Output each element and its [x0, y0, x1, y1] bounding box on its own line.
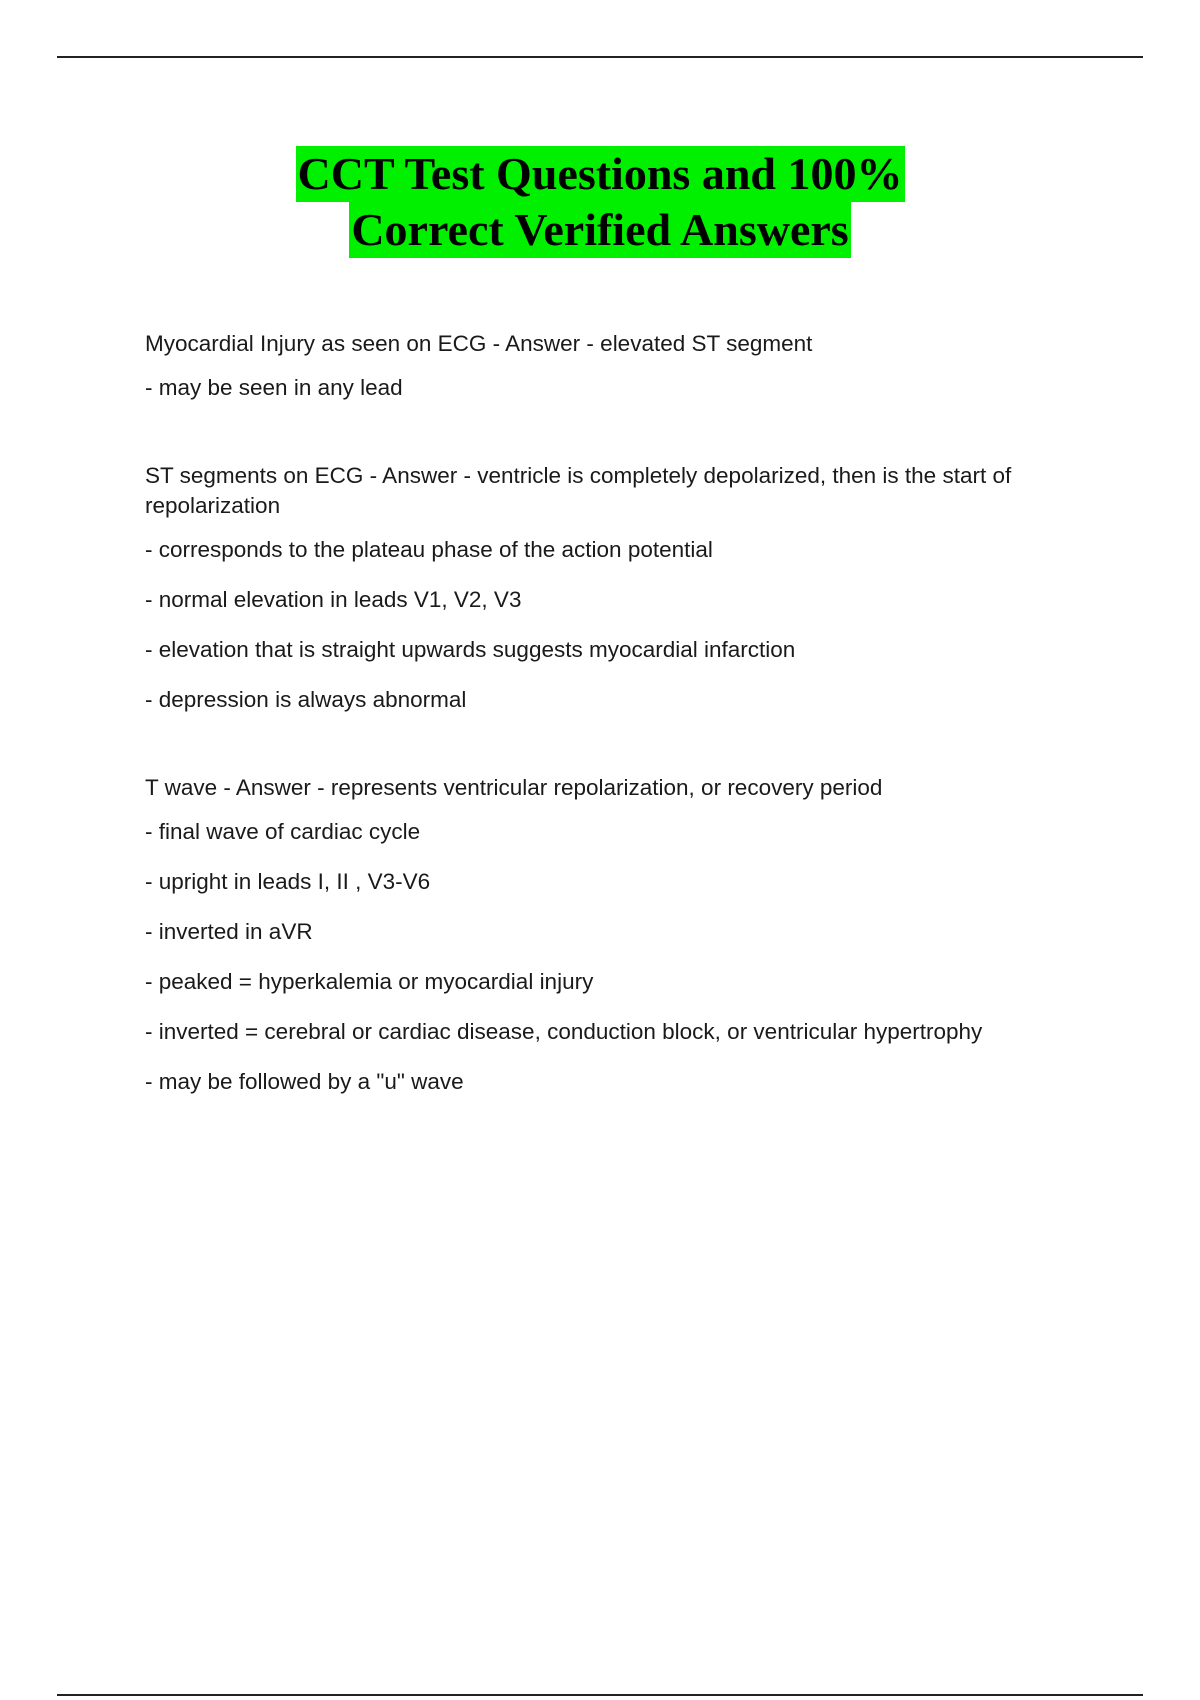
title-line-2: Correct Verified Answers: [349, 202, 850, 258]
qa-bullet: - elevation that is straight upwards suggests myocardial infarction: [145, 637, 796, 662]
qa-question: ST segments on ECG - Answer - ventricle is completely depolarized, then is the start of repolarization: [145, 463, 1012, 518]
qa-question: Myocardial Injury as seen on ECG - Answer - elevated ST segment: [145, 331, 813, 356]
qa-bullet: - inverted in aVR: [145, 919, 313, 944]
qa-bullet: - may be followed by a "u" wave: [145, 1069, 464, 1094]
qa-bullet: - may be seen in any lead: [145, 375, 403, 400]
qa-bullet: - inverted = cerebral or cardiac disease, conduction block, or ventricular hypertrophy: [145, 1019, 983, 1044]
qa-bullet: - corresponds to the plateau phase of the action potential: [145, 537, 713, 562]
qa-question: T wave - Answer - represents ventricular repolarization, or recovery period: [145, 775, 883, 800]
qa-bullet: - final wave of cardiac cycle: [145, 819, 421, 844]
qa-list: [145, 329, 1065, 1097]
title-line-1: CCT Test Questions and 100%: [296, 146, 905, 202]
qa-bullet: - normal elevation in leads V1, V2, V3: [145, 587, 522, 612]
qa-bullet: - upright in leads I, II , V3-V6: [145, 869, 431, 894]
qa-item: [145, 773, 1065, 1097]
footer-rule: [57, 1694, 1143, 1696]
document-title: [0, 146, 1200, 258]
qa-bullet: - depression is always abnormal: [145, 687, 467, 712]
qa-item: [145, 329, 1065, 403]
header-rule: [57, 56, 1143, 58]
qa-item: [145, 461, 1065, 715]
qa-bullet: - peaked = hyperkalemia or myocardial injury: [145, 969, 594, 994]
